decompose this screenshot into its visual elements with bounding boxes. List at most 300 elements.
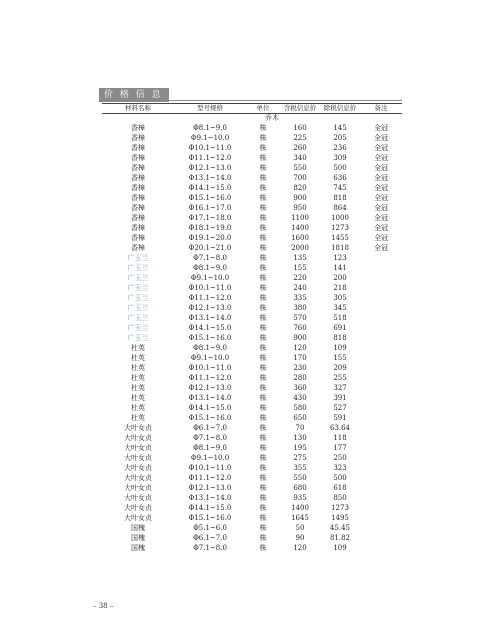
table-row xyxy=(102,393,402,403)
row-price-without-tax: 636 xyxy=(333,174,347,182)
row-spec: Φ12.1~13.0 xyxy=(188,384,232,392)
row-remark xyxy=(360,473,402,483)
table-row xyxy=(102,193,402,203)
row-material-name: 大叶女贞 xyxy=(124,434,152,442)
row-price-without-tax: 309 xyxy=(333,154,347,162)
row-price-with-tax: 570 xyxy=(293,314,307,322)
row-material-name: 香樟 xyxy=(131,134,145,142)
row-material-name: 大叶女贞 xyxy=(124,494,152,502)
row-price-with-tax: 760 xyxy=(293,324,307,332)
row-price-with-tax: 650 xyxy=(293,414,307,422)
row-material-name: 香樟 xyxy=(131,194,145,202)
row-material-name: 杜英 xyxy=(131,354,145,362)
price-table xyxy=(102,103,402,553)
row-price-without-tax: 118 xyxy=(333,434,347,442)
row-price-without-tax: 591 xyxy=(333,414,347,422)
row-material-name: 广玉兰 xyxy=(127,324,149,332)
row-spec: Φ6.1~7.0 xyxy=(193,424,227,432)
row-remark xyxy=(360,403,402,413)
row-spec: Φ15.1~16.0 xyxy=(188,414,232,422)
row-remark: 全冠 xyxy=(374,194,388,202)
table-row xyxy=(102,353,402,363)
row-material-name: 广玉兰 xyxy=(127,304,149,312)
table-row xyxy=(102,313,402,323)
row-remark xyxy=(360,463,402,473)
row-price-with-tax: 1400 xyxy=(291,504,309,512)
row-price-without-tax: 323 xyxy=(333,464,347,472)
section-rule xyxy=(169,100,402,101)
row-remark: 全冠 xyxy=(374,184,388,192)
row-unit: 株 xyxy=(259,334,267,342)
table-row xyxy=(102,363,402,373)
row-spec: Φ12.1~13.0 xyxy=(188,484,232,492)
table-row xyxy=(102,283,402,293)
row-unit: 株 xyxy=(259,134,267,142)
row-unit: 株 xyxy=(259,214,267,222)
table-header-rule xyxy=(102,113,402,114)
row-spec: Φ11.1~12.0 xyxy=(188,154,232,162)
row-price-without-tax: 155 xyxy=(333,354,347,362)
row-material-name: 大叶女贞 xyxy=(124,444,152,452)
row-price-with-tax: 195 xyxy=(293,444,307,452)
table-row xyxy=(102,203,402,213)
row-material-name: 大叶女贞 xyxy=(124,504,152,512)
row-price-with-tax: 260 xyxy=(293,144,307,152)
table-row xyxy=(102,123,402,133)
row-price-without-tax: 81.82 xyxy=(329,534,351,542)
row-price-with-tax: 900 xyxy=(293,334,307,342)
row-unit: 株 xyxy=(259,484,267,492)
row-remark xyxy=(360,513,402,523)
row-spec: Φ8.1~9.0 xyxy=(193,264,227,272)
row-remark: 全冠 xyxy=(374,144,388,152)
row-material-name: 香樟 xyxy=(131,154,145,162)
row-spec: Φ7.1~8.0 xyxy=(193,434,227,442)
row-material-name: 香樟 xyxy=(131,204,145,212)
row-unit: 株 xyxy=(259,384,267,392)
row-spec: Φ5.1~6.0 xyxy=(193,524,227,532)
row-price-with-tax: 230 xyxy=(293,364,307,372)
row-material-name: 大叶女贞 xyxy=(124,474,152,482)
row-remark: 全冠 xyxy=(374,174,388,182)
row-remark xyxy=(360,303,402,313)
row-spec: Φ13.1~14.0 xyxy=(188,174,232,182)
row-unit: 株 xyxy=(259,514,267,522)
row-unit: 株 xyxy=(259,464,267,472)
row-spec: Φ8.1~9.0 xyxy=(193,444,227,452)
row-unit: 株 xyxy=(259,184,267,192)
row-price-without-tax: 1000 xyxy=(331,214,349,222)
table-row xyxy=(102,543,402,553)
row-unit: 株 xyxy=(259,544,267,552)
row-remark xyxy=(360,503,402,513)
row-price-with-tax: 360 xyxy=(293,384,307,392)
row-price-with-tax: 900 xyxy=(293,194,307,202)
row-price-without-tax: 618 xyxy=(333,484,347,492)
table-row xyxy=(102,183,402,193)
table-row xyxy=(102,423,402,433)
row-unit: 株 xyxy=(259,434,267,442)
row-price-with-tax: 160 xyxy=(293,124,307,132)
row-material-name: 广玉兰 xyxy=(127,334,149,342)
row-price-with-tax: 155 xyxy=(293,264,307,272)
row-remark: 全冠 xyxy=(374,124,388,132)
row-spec: Φ15.1~16.0 xyxy=(188,334,232,342)
row-unit: 株 xyxy=(259,414,267,422)
row-material-name: 广玉兰 xyxy=(127,274,149,282)
row-unit: 株 xyxy=(259,124,267,132)
row-spec: Φ13.1~14.0 xyxy=(188,394,232,402)
row-price-without-tax: 745 xyxy=(333,184,347,192)
row-material-name: 杜英 xyxy=(131,384,145,392)
row-remark xyxy=(360,433,402,443)
row-remark xyxy=(360,453,402,463)
row-material-name: 杜英 xyxy=(131,394,145,402)
row-spec: Φ20.1~21.0 xyxy=(188,244,232,252)
row-material-name: 香樟 xyxy=(131,164,145,172)
row-remark: 全冠 xyxy=(374,134,388,142)
row-material-name: 广玉兰 xyxy=(127,264,149,272)
row-unit: 株 xyxy=(259,284,267,292)
row-remark xyxy=(360,253,402,263)
row-unit: 株 xyxy=(259,144,267,152)
row-unit: 株 xyxy=(259,164,267,172)
row-price-with-tax: 240 xyxy=(293,284,307,292)
row-spec: Φ15.1~16.0 xyxy=(188,194,232,202)
row-price-without-tax: 145 xyxy=(333,124,347,132)
row-remark: 全冠 xyxy=(374,234,388,242)
row-unit: 株 xyxy=(259,394,267,402)
table-category-label: 乔木 xyxy=(265,114,279,122)
table-row xyxy=(102,143,402,153)
row-unit: 株 xyxy=(259,274,267,282)
row-spec: Φ14.1~15.0 xyxy=(188,324,232,332)
row-price-with-tax: 135 xyxy=(293,254,307,262)
row-material-name: 香樟 xyxy=(131,184,145,192)
row-material-name: 杜英 xyxy=(131,404,145,412)
row-spec: Φ18.1~19.0 xyxy=(188,224,232,232)
table-row xyxy=(102,173,402,183)
row-price-with-tax: 1100 xyxy=(291,214,309,222)
row-material-name: 香樟 xyxy=(131,144,145,152)
table-row xyxy=(102,153,402,163)
row-price-with-tax: 1645 xyxy=(291,514,309,522)
table-row xyxy=(102,473,402,483)
row-spec: Φ11.1~12.0 xyxy=(188,294,232,302)
row-remark xyxy=(360,343,402,353)
row-spec: Φ9.1~10.0 xyxy=(190,454,230,462)
table-row xyxy=(102,243,402,253)
page-number: – 38 – xyxy=(93,602,114,610)
row-unit: 株 xyxy=(259,224,267,232)
row-spec: Φ7.1~8.0 xyxy=(193,254,227,262)
row-price-with-tax: 550 xyxy=(293,164,307,172)
row-price-without-tax: 500 xyxy=(333,164,347,172)
row-remark xyxy=(360,543,402,553)
row-price-without-tax: 1818 xyxy=(331,244,349,252)
table-row xyxy=(102,383,402,393)
table-row xyxy=(102,163,402,173)
row-material-name: 大叶女贞 xyxy=(124,514,152,522)
row-unit: 株 xyxy=(259,504,267,512)
row-price-with-tax: 50 xyxy=(295,524,305,532)
row-remark xyxy=(360,533,402,543)
row-unit: 株 xyxy=(259,354,267,362)
row-spec: Φ19.1~20.0 xyxy=(188,234,232,242)
row-price-without-tax: 327 xyxy=(333,384,347,392)
table-row xyxy=(102,503,402,513)
row-spec: Φ8.1~9.0 xyxy=(193,124,227,132)
row-unit: 株 xyxy=(259,494,267,502)
row-unit: 株 xyxy=(259,294,267,302)
row-price-with-tax: 130 xyxy=(293,434,307,442)
header-material-name: 材料名称 xyxy=(125,104,151,112)
row-unit: 株 xyxy=(259,194,267,202)
row-price-without-tax: 141 xyxy=(333,264,347,272)
row-remark: 全冠 xyxy=(374,164,388,172)
row-unit: 株 xyxy=(259,244,267,252)
table-row xyxy=(102,403,402,413)
row-remark xyxy=(360,333,402,343)
row-spec: Φ13.1~14.0 xyxy=(188,314,232,322)
row-material-name: 香樟 xyxy=(131,224,145,232)
row-remark: 全冠 xyxy=(374,154,388,162)
row-price-without-tax: 1273 xyxy=(331,504,349,512)
row-price-with-tax: 220 xyxy=(293,274,307,282)
row-spec: Φ14.1~15.0 xyxy=(188,504,232,512)
row-material-name: 香樟 xyxy=(131,244,145,252)
row-remark xyxy=(360,323,402,333)
row-price-with-tax: 275 xyxy=(293,454,307,462)
row-unit: 株 xyxy=(259,344,267,352)
row-spec: Φ10.1~11.0 xyxy=(188,464,232,472)
row-spec: Φ16.1~17.0 xyxy=(188,204,232,212)
table-row xyxy=(102,213,402,223)
row-material-name: 香樟 xyxy=(131,214,145,222)
table-row xyxy=(102,273,402,283)
row-remark: 全冠 xyxy=(374,244,388,252)
row-price-without-tax: 109 xyxy=(333,544,347,552)
row-spec: Φ9.1~10.0 xyxy=(190,354,230,362)
row-price-without-tax: 236 xyxy=(333,144,347,152)
row-unit: 株 xyxy=(259,254,267,262)
row-spec: Φ17.1~18.0 xyxy=(188,214,232,222)
row-spec: Φ11.1~12.0 xyxy=(188,374,232,382)
row-price-with-tax: 550 xyxy=(293,474,307,482)
row-unit: 株 xyxy=(259,534,267,542)
table-row xyxy=(102,333,402,343)
row-price-with-tax: 170 xyxy=(293,354,307,362)
row-material-name: 香樟 xyxy=(131,124,145,132)
row-price-without-tax: 527 xyxy=(333,404,347,412)
row-remark xyxy=(360,293,402,303)
row-price-with-tax: 1400 xyxy=(291,224,309,232)
row-price-without-tax: 818 xyxy=(333,194,347,202)
row-price-with-tax: 335 xyxy=(293,294,307,302)
table-row xyxy=(102,493,402,503)
row-price-without-tax: 305 xyxy=(333,294,347,302)
row-price-with-tax: 935 xyxy=(293,494,307,502)
table-row xyxy=(102,343,402,353)
row-price-without-tax: 1455 xyxy=(331,234,349,242)
header-price-without-tax: 除税信息价 xyxy=(323,104,357,112)
row-remark: 全冠 xyxy=(374,204,388,212)
row-price-without-tax: 818 xyxy=(333,334,347,342)
row-unit: 株 xyxy=(259,304,267,312)
row-material-name: 大叶女贞 xyxy=(124,484,152,492)
table-row xyxy=(102,293,402,303)
row-spec: Φ14.1~15.0 xyxy=(188,404,232,412)
row-price-without-tax: 63.64 xyxy=(329,424,351,432)
row-remark xyxy=(360,493,402,503)
header-spec: 型号规格 xyxy=(197,104,223,112)
row-price-with-tax: 90 xyxy=(295,534,305,542)
row-unit: 株 xyxy=(259,424,267,432)
row-remark xyxy=(360,273,402,283)
row-price-without-tax: 109 xyxy=(333,344,347,352)
row-spec: Φ13.1~14.0 xyxy=(188,494,232,502)
row-material-name: 杜英 xyxy=(131,414,145,422)
row-spec: Φ11.1~12.0 xyxy=(188,474,232,482)
row-material-name: 大叶女贞 xyxy=(124,424,152,432)
row-spec: Φ14.1~15.0 xyxy=(188,184,232,192)
table-row xyxy=(102,323,402,333)
table-row xyxy=(102,373,402,383)
table-row xyxy=(102,483,402,493)
header-unit: 单位 xyxy=(256,104,270,112)
row-price-with-tax: 340 xyxy=(293,154,307,162)
row-price-without-tax: 218 xyxy=(333,284,347,292)
row-spec: Φ7.1~8.0 xyxy=(193,544,227,552)
row-price-with-tax: 120 xyxy=(293,544,307,552)
row-unit: 株 xyxy=(259,444,267,452)
table-row xyxy=(102,263,402,273)
row-unit: 株 xyxy=(259,364,267,372)
row-unit: 株 xyxy=(259,474,267,482)
row-price-without-tax: 345 xyxy=(333,304,347,312)
row-spec: Φ8.1~9.0 xyxy=(193,344,227,352)
row-unit: 株 xyxy=(259,174,267,182)
row-spec: Φ9.1~10.0 xyxy=(190,134,230,142)
table-row xyxy=(102,223,402,233)
table-row xyxy=(102,463,402,473)
table-row xyxy=(102,133,402,143)
row-spec: Φ12.1~13.0 xyxy=(188,304,232,312)
row-remark xyxy=(360,443,402,453)
row-material-name: 杜英 xyxy=(131,364,145,372)
row-material-name: 国槐 xyxy=(131,534,145,542)
row-remark xyxy=(360,283,402,293)
row-price-with-tax: 225 xyxy=(293,134,307,142)
table-row xyxy=(102,453,402,463)
row-material-name: 大叶女贞 xyxy=(124,464,152,472)
row-remark xyxy=(360,423,402,433)
row-material-name: 广玉兰 xyxy=(127,254,149,262)
row-unit: 株 xyxy=(259,454,267,462)
row-spec: Φ6.1~7.0 xyxy=(193,534,227,542)
row-remark xyxy=(360,313,402,323)
row-unit: 株 xyxy=(259,314,267,322)
row-material-name: 广玉兰 xyxy=(127,314,149,322)
row-price-without-tax: 123 xyxy=(333,254,347,262)
row-unit: 株 xyxy=(259,404,267,412)
section-header xyxy=(99,88,402,102)
row-material-name: 国槐 xyxy=(131,544,145,552)
row-material-name: 杜英 xyxy=(131,344,145,352)
row-price-with-tax: 2000 xyxy=(291,244,309,252)
header-price-with-tax: 含税信息价 xyxy=(283,104,317,112)
row-price-without-tax: 391 xyxy=(333,394,347,402)
row-remark xyxy=(360,383,402,393)
row-price-with-tax: 950 xyxy=(293,204,307,212)
row-remark: 全冠 xyxy=(374,214,388,222)
row-price-without-tax: 255 xyxy=(333,374,347,382)
table-row xyxy=(102,233,402,243)
row-price-with-tax: 380 xyxy=(293,304,307,312)
row-price-with-tax: 430 xyxy=(293,394,307,402)
table-row xyxy=(102,413,402,423)
row-price-without-tax: 209 xyxy=(333,364,347,372)
row-remark xyxy=(360,363,402,373)
row-price-without-tax: 864 xyxy=(333,204,347,212)
header-remark: 备注 xyxy=(374,104,388,112)
row-remark xyxy=(360,263,402,273)
row-price-with-tax: 680 xyxy=(293,484,307,492)
row-spec: Φ12.1~13.0 xyxy=(188,164,232,172)
row-price-without-tax: 518 xyxy=(333,314,347,322)
row-price-without-tax: 1273 xyxy=(331,224,349,232)
row-price-without-tax: 1495 xyxy=(331,514,349,522)
row-price-without-tax: 691 xyxy=(333,324,347,332)
row-material-name: 大叶女贞 xyxy=(124,454,152,462)
table-row xyxy=(102,443,402,453)
row-price-with-tax: 70 xyxy=(295,424,305,432)
table-row xyxy=(102,433,402,443)
row-price-with-tax: 120 xyxy=(293,344,307,352)
row-price-without-tax: 500 xyxy=(333,474,347,482)
row-material-name: 国槐 xyxy=(131,524,145,532)
row-remark xyxy=(360,413,402,423)
table-body xyxy=(102,123,402,553)
table-row xyxy=(102,513,402,523)
row-price-without-tax: 45.45 xyxy=(329,524,351,532)
section-title: 价 格 信 息 xyxy=(99,88,169,102)
row-material-name: 杜英 xyxy=(131,374,145,382)
row-remark xyxy=(360,393,402,403)
row-price-with-tax: 355 xyxy=(293,464,307,472)
row-spec: Φ10.1~11.0 xyxy=(188,144,232,152)
row-spec: Φ10.1~11.0 xyxy=(188,284,232,292)
row-remark xyxy=(360,483,402,493)
row-unit: 株 xyxy=(259,264,267,272)
row-price-without-tax: 250 xyxy=(333,454,347,462)
row-material-name: 香樟 xyxy=(131,234,145,242)
row-price-without-tax: 200 xyxy=(333,274,347,282)
row-price-without-tax: 177 xyxy=(333,444,347,452)
table-header-row xyxy=(102,103,402,113)
row-price-with-tax: 580 xyxy=(293,404,307,412)
table-row xyxy=(102,253,402,263)
row-spec: Φ9.1~10.0 xyxy=(190,274,230,282)
row-unit: 株 xyxy=(259,154,267,162)
row-unit: 株 xyxy=(259,204,267,212)
table-row xyxy=(102,303,402,313)
row-material-name: 广玉兰 xyxy=(127,284,149,292)
row-unit: 株 xyxy=(259,524,267,532)
row-price-with-tax: 820 xyxy=(293,184,307,192)
row-remark xyxy=(360,353,402,363)
row-remark: 全冠 xyxy=(374,224,388,232)
